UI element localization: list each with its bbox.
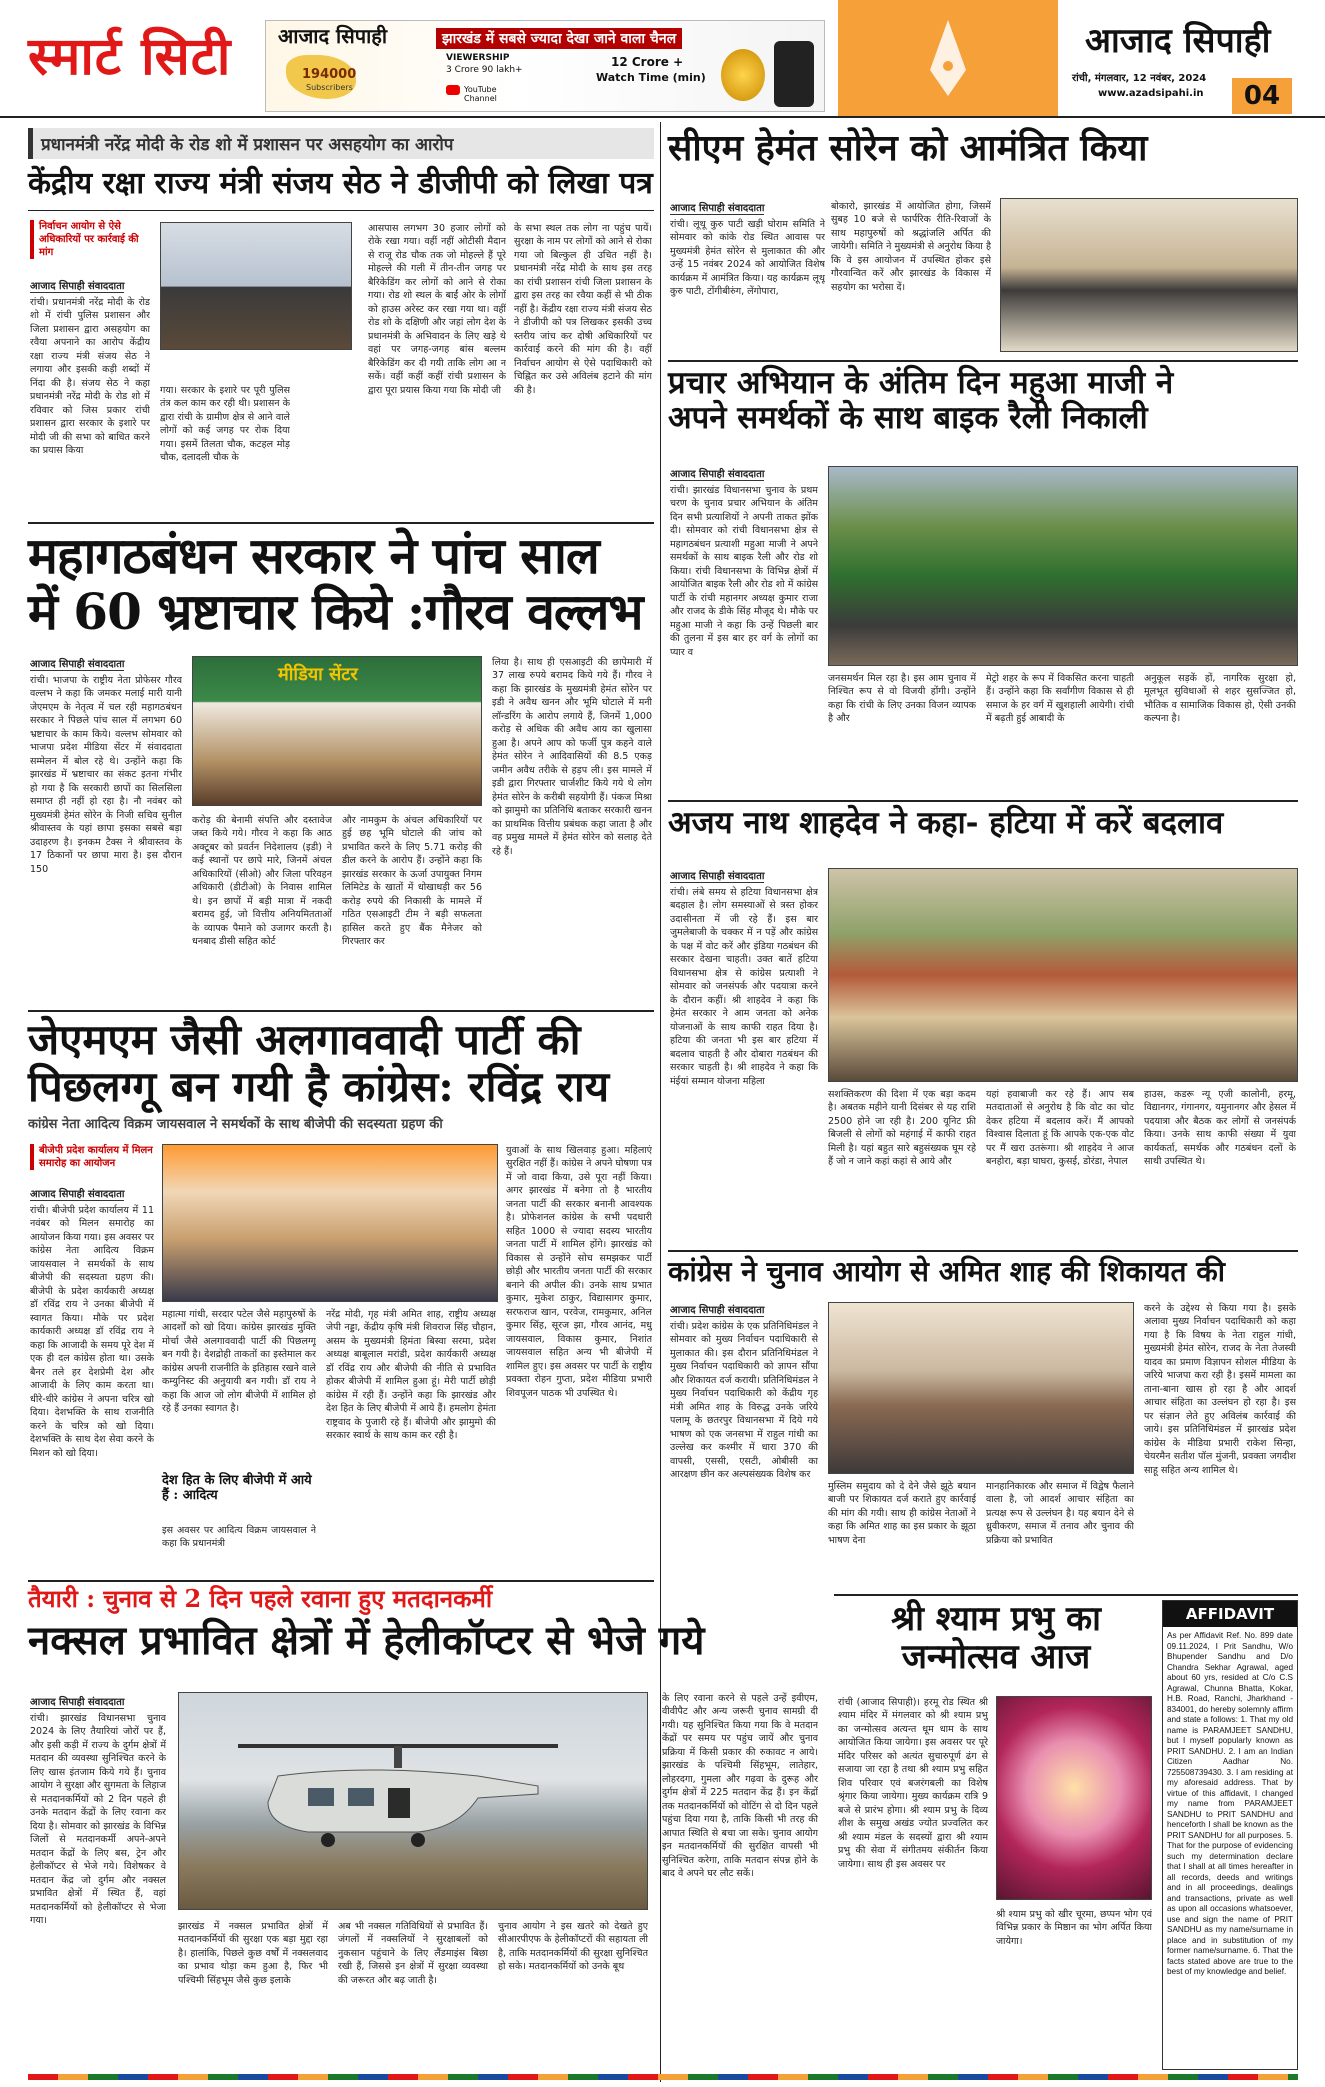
- story7-headline: अजय नाथ शाहदेव ने कहा- हटिया में करें बदलाव: [668, 805, 1224, 841]
- story5-byline: आजाद सिपाही संवाददाता: [670, 200, 764, 215]
- story9-shrine-photo: [996, 1696, 1152, 1900]
- story3-byline: आजाद सिपाही संवाददाता: [30, 1186, 124, 1201]
- story9-headline-line1: श्री श्याम प्रभु का: [891, 1599, 1101, 1639]
- helicopter-icon: [218, 1736, 578, 1856]
- bottom-color-strip: [28, 2074, 1298, 2080]
- story3-col4: युवाओं के साथ खिलवाड़ हुआ। महिलाएं सुरक्षित नहीं हैं। कांग्रेस ने अपने घोषणा पत्र में जो वादा किया, उसे पूरा नहीं किया। अगर झारखंड में बनेगा तो है भारतीय जनता पार्टी की सरकार बनानी आवश्यक है। प्रोफेशनल कांग्रेस के सभी पदधारी सहित 1000 से ज्यादा सदस्य भारतीय जनता पार्टी में शामिल होंगे। झारखंड को विकास से उन्होंने सोच समझकर पार्टी छोड़ी और भारतीय जनता पार्टी की सरकार बनाने की अपील की। उनके साथ प्रभात कुमार, मुकेश ठाकुर, विद्यासागर कुमार, सरफराज खान, परवेज, रामकुमार, अनिल कुमार सिंह, सूरज झा, गौरव आनंद, मधु जायसवाल, विकास कुमार, निशांत जायसवाल सहित अन्य भी बीजेपी में शामिल हुए। इस अवसर पर पार्टी के राष्ट्रीय प्रवक्ता रोहन गुप्ता, प्रदेश मीडिया प्रभारी शिवपूजन पाठक भी उपस्थित थे।: [506, 1145, 652, 1399]
- story4-col1: रांची। झारखंड विधानसभा चुनाव 2024 के लिए तैयारियां जोरों पर हैं, और इसी कड़ी में राज्य के दुर्गम क्षेत्रों में मतदान की व्यवस्था सुनिश्चित करने के लिए खास इंतजाम किये गये हैं। चुनाव आयोग ने सुरक्षा और सुगमता के लिहाज से मतदानकर्मियों को 2 दिन पहले ही उनके मतदान केंद्रों के लिए रवाना कर दिया है। सोमवार को झारखंड के विभिन्न जिलों से मतदानकर्मी अपने-अपने मतदान केंद्रों के लिए बस, ट्रेन और हेलीकॉप्टर से भेजे गये। विशेषकर वे मतदान केंद्र जो दुर्गम और नक्सल प्रभावित क्षेत्रों में स्थित हैं, वहां मतदानकर्मियों को हेलीकॉप्टर से भेजा गया।: [30, 1713, 166, 1927]
- section-title: स्मार्ट सिटी: [28, 26, 232, 87]
- story-helicopter: [28, 1586, 828, 2066]
- story3-sub-heading: देश हित के लिए बीजेपी में आये हैं : आदित्य: [162, 1473, 312, 1503]
- story-sanjay-seth: [28, 128, 654, 520]
- banner-tagline: झारखंड में सबसे ज्यादा देखा जाने वाला चैनल: [436, 28, 682, 49]
- banner-subs: 194000: [302, 67, 357, 82]
- story1-kicker: प्रधानमंत्री नरेंद्र मोदी के रोड शो में प्रशासन पर असहयोग का आरोप: [28, 128, 654, 159]
- story7-col3: यहां हवाबाजी कर रहे हैं। आप सब मतदाताओं से अनुरोध है कि वोट का चोट देकर हटिया में बदलाव करें। मैं आपको विश्वास दिलाता हूं कि आपके एक-एक वोट पर मैं खरा उतरूंगा। श्री शाहदेव ने आज बनहोरा, बड़ा घाघरा, कुसई, डोरंडा, नेपाल: [986, 1089, 1134, 1168]
- story3-col3: नरेंद्र मोदी, गृह मंत्री अमित शाह, राष्ट्रीय अध्यक्ष जेपी नड्डा, केंद्रीय कृषि मंत्री शिवराज सिंह चौहान, असम के मुख्यमंत्री हिमंता बिस्वा सरमा, प्रदेश अध्यक्ष बाबूलाल मरांडी, प्रदेश कार्यकारी अध्यक्ष डॉ रविंद्र राय और बीजेपी की नीति से प्रभावित होकर बीजेपी में शामिल हुआ हूं। मेरी पार्टी छोड़ी कांग्रेस में रही हैं। उन्होंने कहा कि झारखंड और देश हित के लिए बीजेपी में आये हैं। हमलोग हेमंता राष्ट्रवाद के पुजारी रहे हैं। बीजेपी और झामुमो की सरकार स्वार्थ के साथ काम कर रही है।: [326, 1309, 496, 1442]
- story8-photo: [828, 1302, 1134, 1474]
- story4-col5: के लिए रवाना करने से पहले उन्हें इवीएम, वीवीपैट और अन्य जरूरी चुनाव सामग्री दी गयी। यह सुनिश्चित किया गया कि वे मतदान केंद्रों पर समय पर पहुंच जायें और चुनाव प्रक्रिया में किसी प्रकार की रुकावट न आये। झारखंड के पश्चिमी सिंहभूम, लातेहार, लोहरदगा, गुमला और गढ़वा के दुरूह और दुर्गम क्षेत्रों में 225 मतदान केंद्र हैं। इन केंद्रों तक मतदानकर्मियों को वोटिंग से दो दिन पहले पहुंचा दिया गया है, ताकि किसी भी तरह की आपात स्थिति से बचा जा सके। चुनाव आयोग इन मतदानकर्मियों की सुरक्षित वापसी भी सुनिश्चित करेगा, ताकि मतदान संपन्न होने के बाद वे अपने घर लौट सकें।: [662, 1693, 818, 1880]
- banner-watch-label: Watch Time (min): [596, 71, 706, 84]
- story9-col2: श्री श्याम प्रभु को खीर चूरमा, छप्पन भोग एवं विभिन्न प्रकार के मिष्ठान का भोग अर्पित किया जायेगा।: [996, 1909, 1152, 1947]
- affidavit-text: As per Affidavit Ref. No. 899 date 09.11.2024, I Prit Sandhu, W/o Bhupender Sandhu and D/o Chandra Sekhar Agrawal, aged about 60 yrs, resided at C/o C.S Agrawal, Chunna Bhatta, Kokar, H.B. Road, Ranchi, Jharkhand - 834001, do hereby solemnly affirm and state a follows: 1. That my old name is PARAMJEET SANDHU, but I myself popularly known as PRIT SANDHU. 2. I am an Indian Citizen Aadhar No. 725508739430. 3. I am residing at my aforesaid address. That by virtue of this affidavit, I changed my name from PARAMJEET SANDHU to PRIT SANDHU and henceforth I shall be known as the PRIT SANDHU for all purposes. 5. That for the purpose of evidencing such my determination declare that I shall at all times hereafter in all records, deeds and writings and in all proceedings, dealings and transactions, private as well as upon all occasions whatsoever, use and sign the name of PRIT SANDHU as my name/surname in place and in substitution of my former name/surname. 6. That the facts stated above are true to the best of my knowledge and belief.: [1167, 1631, 1293, 1976]
- story-gaurav-vallabh: [28, 528, 654, 1006]
- story4-col3: अब भी नक्सल गतिविधियों से प्रभावित हैं। जंगलों में नक्सलियों ने सुरक्षाबलों को नुकसान पहुंचाने के लिए लैंडमाइंस बिछा रखी हैं, जिससे इन क्षेत्रों में सुरक्षा व्यवस्था की जरूरत और बढ़ जाती है।: [338, 1921, 488, 1986]
- story1-col2: गया। सरकार के इशारे पर पूरी पुलिस तंत्र कल काम कर रही थी। प्रशासन के द्वारा रांची के ग्रामीण क्षेत्र से आने वाले लोगों को कई जगह पर रोक दिया गया। इसमें तिलता चौक, कटहल मोड़ चौक, दलादली चौक के: [160, 385, 290, 464]
- story3-headline-line1: जेएमएम जैसी अलगाववादी पार्टी की: [28, 1015, 581, 1064]
- story8-col4: करने के उद्देश्य से किया गया है। इसके अलावा मुख्य निर्वाचन पदाधिकारी को कहा गया है कि विषय के नेता राहुल गांधी, मुख्यमंत्री हेमंत सोरेन, राजद के नेता तेजस्वी यादव का प्रमाण विज्ञापन सोशल मीडिया के जरिये भाजपा करा रही है। इसमें मामला का ताना-बाना खास हो रहा है और आदर्श आचार संहिता का उल्लंघन हो रहा है। इस पर संज्ञान लेते हुए अविलंब कार्रवाई की जाये। इस प्रतिनिधिमंडल में झारखंड प्रदेश कांग्रेस के मीडिया प्रभारी राकेश सिन्हा, चेयरमैन सतीश पॉल मुंजनी, प्रवक्ता जगदीश साहू सहित अन्य शामिल थे।: [1144, 1303, 1296, 1476]
- story7-col4: हाउस, कडरू न्यू एजी कालोनी, हरमू, विद्यानगर, गंगानगर, यमुनानगर और हेसल में पदयात्रा और बैठक कर लोगों से जनसंपर्क किया। उनके साथ काफी संख्या में युवा कार्यकर्ता, समर्थक और गठबंधन दलों के साथी उपस्थित थे।: [1144, 1089, 1296, 1168]
- story4-byline: आजाद सिपाही संवाददाता: [30, 1694, 124, 1709]
- story3-col2: महात्मा गांधी, सरदार पटेल जैसे महापुरुषों के आदर्शों को खो दिया। कांग्रेस झारखंड मुक्ति मोर्चा जैसे अलगाववादी पार्टी की पिछलग्गू बन गयी है। देशद्रोही ताकतों का इस्तेमाल कर कांग्रेस अपनी राजनीति के इतिहास रखने वाले कम्युनिस्ट की अनुयायी बन गयी। डॉ राय ने कहा कि आज जो लोग बीजेपी में शामिल हो रहे हैं उनका स्वागत है।: [162, 1309, 316, 1415]
- story6-col1: रांची। झारखंड विधानसभा चुनाव के प्रथम चरण के चुनाव प्रचार अभियान के अंतिम दिन सभी प्रत्याशियों ने अपनी ताकत झोंक दी। सोमवार को रांची विधानसभा क्षेत्र से महागठबंधन प्रत्याशी महुआ माजी ने अपने समर्थकों के साथ बाइक रैली और रोड शो किया। रांची विधानसभा के विभिन्न क्षेत्रों में आयोजित बाइक रैली और रोड शो में कांग्रेस पार्टी के रांची महानगर अध्यक्ष कुमार राजा और राजद के डीके सिंह मौजूद थे। मौके पर महुआ माजी ने कहा कि उन्हें पिछली बार की तुलना में इस बार हर वर्ग के लोगों का प्यार व: [670, 485, 818, 658]
- story8-col1: रांची। प्रदेश कांग्रेस के एक प्रतिनिधिमंडल ने सोमवार को मुख्य निर्वाचन पदाधिकारी से मुलाकात की। इस दौरान प्रतिनिधिमंडल ने मुख्य निर्वाचन पदाधिकारी को ज्ञापन सौंपा और शिकायत दर्ज करायी। प्रतिनिधिमंडल ने मुख्य निर्वाचन पदाधिकारी को केंद्रीय गृह मंत्री अमित शाह के विरुद्ध उनके जरिये पलामू के छतरपुर विधानसभा में दिये गये भाषण को एक जनसभा में राहुल गांधी का उल्लेख कर कश्मीर में धारा 370 की वापसी, एससी, एसटी, ओबीसी का आरक्षण छीन कर अल्पसंख्यक विशेष कर: [670, 1321, 818, 1481]
- dateline: रांची, मंगलवार, 12 नवंबर, 2024: [1072, 73, 1207, 84]
- channel-banner: [265, 20, 825, 112]
- banner-views-label: VIEWERSHIP: [446, 53, 510, 63]
- story5-col1: रांची। लूथू कुरु पाटी खड़ी घोराम समिति ने सोमवार को कांके रोड स्थित आवास पर मुख्यमंत्री हेमंत सोरेन से मुलाकात की और उन्हें 15 नवंबर 2024 को आयोजित विशेष कार्यक्रम में आमंत्रित किया। यह कार्यक्रम लूथू कुरु पाटी, टोंगीबीरुंग, लेंगोपारा,: [670, 219, 825, 298]
- story-mahua-maji: [668, 366, 1298, 796]
- story7-photo: [828, 868, 1298, 1082]
- story8-col3: मानहानिकारक और समाज में विद्वेष फैलाने वाला है, जो आदर्श आचार संहिता का प्रत्यक्ष रूप से उल्लंघन है। यह बयान देने से ध्रुवीकरण, समाज में तनाव और चुनाव की प्रक्रिया को प्रभावित: [986, 1481, 1134, 1546]
- story3-photo: [162, 1144, 498, 1302]
- story1-col4: के सभा स्थल तक लोग ना पहुंच पायें। सुरक्षा के नाम पर लोगों को आने से रोका गया जो बिल्कुल ही उचित नहीं है। प्रधानमंत्री नरेंद्र मोदी के साथ इस तरह का रांची प्रशासन रांची जिला प्रशासन के द्वारा इस तरह का रवैया कहीं से भी ठीक नहीं है। केंद्रीय रक्षा राज्य मंत्री संजय सेठ ने डीजीपी को पत्र लिखकर इसकी उच्च स्तरीय जांच कर दोषी अधिकारियों पर कार्रवाई करने की मांग की है। वहीं निर्वाचन आयोग से ऐसे पदाधिकारी को चिह्नित कर उसे अविलंब हटाने की मांग की है।: [514, 223, 652, 396]
- story6-col4: अनुकूल सड़कें हों, नागरिक सुरक्षा हो, मूलभूत सुविधाओं से शहर सुसज्जित हो, भौतिक व सामाजिक विकास हो, ऐसी उनकी कल्पना है।: [1144, 673, 1296, 725]
- banner-views: 3 Crore 90 lakh+: [446, 65, 523, 75]
- story2-col2: करोड़ की बेनामी संपत्ति और दस्तावेज जब्त किये गये। गौरव ने कहा कि आठ अक्टूबर को प्रवर्तन निदेशालय (इडी) ने कई स्थानों पर छापे मारे, जिनमें अंचल अधिकारियों (सीओ) और जिला परिवहन अधिकारी (डीटीओ) के निवास शामिल थे। इन छापों में बड़ी मात्रा में नकदी बरामद हुई, जो वित्तीय अनियमितताओं के व्यापक पैमाने को उजागर करती है। धनबाद डीसी सहित कोर्ट: [192, 815, 332, 948]
- story-amit-shah-complaint: [668, 1256, 1298, 1590]
- story4-headline: नक्सल प्रभावित क्षेत्रों में हेलीकॉप्टर से भेजे गये: [28, 1616, 705, 1664]
- story6-headline-line1: प्रचार अभियान के अंतिम दिन महुआ माजी ने: [668, 365, 1174, 401]
- phone-icon: [774, 41, 814, 107]
- story1-headline: केंद्रीय रक्षा राज्य मंत्री संजय सेठ ने डीजीपी को लिखा पत्र: [28, 166, 653, 201]
- story8-col2: मुस्लिम समुदाय को दे देने जैसे झूठे बयान बाजी पर शिकायत दर्ज कराते हुए कार्रवाई की मांग की गयी। साथ ही कांग्रेस नेताओं ने कहा कि अमित शाह का इस प्रकार के झूठा भाषण देना: [828, 1481, 976, 1546]
- story-cm-hemant: [668, 128, 1298, 356]
- paper-name: आजाद सिपाही: [1085, 21, 1271, 61]
- story2-byline: आजाद सिपाही संवाददाता: [30, 656, 124, 671]
- story8-headline: कांग्रेस ने चुनाव आयोग से अमित शाह की शिकायत की: [668, 1255, 1225, 1288]
- website[interactable]: www.azadsipahi.in: [1098, 88, 1204, 99]
- affidavit-title: AFFIDAVIT: [1163, 1601, 1297, 1627]
- story7-byline: आजाद सिपाही संवाददाता: [670, 868, 764, 883]
- story2-headline-line1: महागठबंधन सरकार ने पांच साल: [28, 526, 599, 585]
- story4-col2: झारखंड में नक्सल प्रभावित क्षेत्रों में मतदानकर्मियों की सुरक्षा एक बड़ा मुद्दा रहा है। हालांकि, पिछले कुछ वर्षों में नक्सलवाद का प्रभाव थोड़ा कम हुआ है, फिर भी पश्चिमी सिंहभूम जैसे कुछ इलाके: [178, 1921, 328, 1986]
- banner-youtube: YouTube Channel: [464, 85, 497, 103]
- story6-col2: जनसमर्थन मिल रहा है। इस आम चुनाव में निश्चित रूप से वो विजयी होंगी। उन्होंने कहा कि रांची के लिए उनका विजन व्यापक है और: [828, 673, 976, 725]
- story5-col2: बोकारो, झारखंड में आयोजित होगा, जिसमें सुबह 10 बजे से फार्परिक रीति-रिवाजों के साथ महापुरुषों को श्रद्धांजलि अर्पित की जायेगी। समिति ने मुख्यमंत्री से अनुरोध किया है कि वे इस आयोजन में उपस्थित होकर इसे गौरवान्वित करें और झारखंड के विकास में सहयोग का भरोसा दें।: [831, 201, 991, 293]
- story1-col3-text: आसपास लगभग 30 हजार लोगों को रोके रखा गया। वहीं नहीं ओटीसी मैदान से राजू रोड चौक तक जो मोहल्ले हैं पूरे मोहल्ले की गली में तीन-तीन जगह पर बैरिकेडिंग कर लोगों को आने से रोका गया। रोड शो स्थल के बाईं ओर के लोगों को हाउस अरेस्ट कर रखा गया था। वहीं रोड शो के दक्षिणी और जहां लोग देश के प्रधानमंत्री के अभिवादन के लिए खड़े थे वहां पर जगह-जगह बांस बल्लम बैरिकेडिंग कर दी गयी ताकि लोग आ न सकें। वहीं कहीं कहीं रांची प्रशासन के द्वारा पूरा प्रयास किया गया कि मोदी जी: [368, 223, 506, 396]
- banner-watch: 12 Crore +: [611, 55, 684, 69]
- story1-col1: रांची। प्रधानमंत्री नरेंद्र मोदी के रोड शो में रांची पुलिस प्रशासन और जिला प्रशासन द्वारा असहयोग का रवैया अपनाने का आरोप केंद्रीय रक्षा राज्य मंत्री संजय सेठ ने लगाया और इसकी कड़ी शब्दों में निंदा की है। संजय सेठ ने कहा प्रधानमंत्री नरेंद्र मोदी के रोड शो में रविवार को जिस प्रकार रांची प्रशासन द्वारा सरकार के इशारे पर मोदी जी की सभा को बाधित करने का प्रयास किया: [30, 297, 150, 457]
- story6-byline: आजाद सिपाही संवाददाता: [670, 466, 764, 481]
- story3-col2b: इस अवसर पर आदित्य विक्रम जायसवाल ने कहा कि प्रधानमंत्री: [162, 1525, 316, 1550]
- story1-side-label: निर्वाचन आयोग से ऐसे अधिकारियों पर कार्रवाई की मांग: [30, 220, 148, 259]
- story3-subhead: कांग्रेस नेता आदित्य विक्रम जायसवाल ने समर्थकों के साथ बीजेपी की सदस्यता ग्रहण की: [28, 1117, 443, 1133]
- story7-col2: सशक्तिकरण की दिशा में एक बड़ा कदम है। अबतक महीने यानी दिसंबर से यह राशि 2500 होने जा रही है। 200 यूनिट फ्री बिजली से लोगों को महंगाई में काफी राहत मिली है। यहां बहुत सारे बहुसंख्यक घूम रहे हैं जो न जाने कहां कहां से आये और: [828, 1089, 976, 1168]
- masthead: [0, 0, 1325, 118]
- story3-col1: रांची। बीजेपी प्रदेश कार्यालय में 11 नवंबर को मिलन समारोह का आयोजन किया गया। इस अवसर पर कांग्रेस नेता आदित्य विक्रम जायसवाल ने समर्थकों के साथ बीजेपी की सदस्यता ग्रहण की। बीजेपी के प्रदेश कार्यकारी अध्यक्ष डॉ रविंद्र राय ने उनका बीजेपी में स्वागत किया। मौके पर प्रदेश कार्यकारी अध्यक्ष डॉ रविंद्र राय ने कहा कि आजादी के समय पूरे देश में एक ही दल कांग्रेस होता था। उसके बैनर तले हर देशप्रेमी देश और आजादी के लिए काम करता था। धीरे-धीरे कांग्रेस ने अपना चरित्र खो दिया। देशभक्ति के साथ राजनीति करने के चरित्र को खो दिया। देशभक्ति के साथ देश सेवा करने के मिशन को खो दिया।: [30, 1205, 154, 1459]
- story4-col4: चुनाव आयोग ने इस खतरे को देखते हुए सीआरपीएफ के हेलीकॉप्टरों की सहायता ली है, ताकि मतदानकर्मियों की सुरक्षा सुनिश्चित हो सके। मतदानकर्मियों को उनके बूथ: [498, 1921, 648, 1973]
- story-shyam-prabhu: [836, 1600, 1156, 2070]
- story-ravindra-rai: [28, 1016, 654, 1576]
- banner-brand: आजाद सिपाही: [278, 24, 388, 48]
- story9-col1: रांची (आजाद सिपाही)। हरमू रोड स्थित श्री श्याम मंदिर में मंगलवार को श्री श्याम प्रभु का जन्मोत्सव अत्यन्त धूम धाम के साथ आयोजित किया जायेगा। इस अवसर पर पूरे मंदिर परिसर को अत्यंत सुचारुपूर्ण ढंग से सजाया जा रहा है तथा श्री श्याम प्रभु सहित शिव परिवार एवं बजरंगबली का विशेष श्रृंगार किया जायेगा। मुख्य कार्यक्रम रात्रि 9 बजे से प्रारंभ होगा। श्री श्याम प्रभु के दिव्य शीश के समुख अखंड ज्योत प्रज्वलित कर श्री श्याम मंडल के सदस्यों द्वारा श्री श्याम प्रभु की सेवा में संगीतमय संकीर्तन किया जायेगा। साथ ही इस अवसर पर: [838, 1697, 988, 1870]
- story9-headline-line2: जन्मोत्सव आज: [901, 1637, 1091, 1678]
- story6-headline-line2: अपने समर्थकों के साथ बाइक रैली निकाली: [668, 399, 1148, 436]
- story4-kicker: तैयारी : चुनाव से 2 दिन पहले रवाना हुए मतदानकर्मी: [28, 1584, 493, 1613]
- story6-photo: [828, 466, 1298, 666]
- banner-subs-label: Subscribers: [306, 83, 353, 92]
- story2-col4: लिया है। साथ ही एसआइटी की छापेमारी में 37 लाख रुपये बरामद किये गये हैं। गौरव ने कहा कि झारखंड के मुख्यमंत्री हेमंत सोरेन पर इडी ने अवैध खनन और भूमि घोटाले में मनी लॉन्डरिंग के आरोप लगाये हैं, जिनमें 1,000 करोड़ से अधिक की अवैध आय का खुलासा हुआ है। अपने आप को फर्जी पुत्र कहने वाले हेमंत सोरेन ने आदिवासियों की 8.5 एकड़ जमीन अवैध तरीके से हड़प ली। इस मामले में इडी द्वारा गिरफ्तार चार्जशीट किये गये थे लोग हेमंत सोरेन के करीबी सहयोगी हैं। पंकज मिश्रा को झामुमो का प्रतिनिधि बताकर सरकारी खनन का प्राथमिक वित्तीय प्रबंधक कहा जाता है और वह प्रमुख मामले में हेमंत सोरेन को सलाह देते रहे हैं।: [492, 657, 652, 857]
- story3-headline-line2: पिछलग्गू बन गयी है कांग्रेस: रविंद्र राय: [28, 1062, 610, 1112]
- story5-headline: सीएम हेमंत सोरेन को आमंत्रित किया: [668, 127, 1148, 169]
- affidavit-notice: [1162, 1600, 1298, 2070]
- story-ajay-nath: [668, 806, 1298, 1246]
- story5-photo: [1000, 198, 1298, 352]
- story1-photo: [160, 222, 352, 350]
- story6-col3: मेट्रो शहर के रूप में विकसित करना चाहती हैं। उन्होंने कहा कि सर्वांगीण विकास से ही समाज के हर वर्ग में खुशहाली आयेगी। रांची में बढ़ती हुई आबादी के: [986, 673, 1134, 725]
- story1-byline: आजाद सिपाही संवाददाता: [30, 278, 124, 293]
- pen-nib-icon: [838, 0, 1058, 116]
- story8-byline: आजाद सिपाही संवाददाता: [670, 1302, 764, 1317]
- story2-col1: रांची। भाजपा के राष्ट्रीय नेता प्रोफेसर गौरव वल्लभ ने कहा कि जमकर मलाई मारी यानी जेएमएम के नेतृत्व में चल रही महागठबंधन सरकार ने पिछले पांच साल में लगभग 60 भ्रष्टाचार के काम किये। वल्लभ सोमवार को भाजपा प्रदेश मीडिया सेंटर में संवाददाता सम्मेलन में बोल रहे थे। उन्होंने कहा कि झारखंड में भ्रष्टाचार का संकट इतना गंभीर हो गया है कि सरकारी छापों का सिलसिला समाप्त ही नहीं हो रहा है। नौ नवंबर को मुख्यमंत्री हेमंत सोरेन के निजी सचिव सुनील श्रीवास्तव के यहां छापा इसका सबसे बड़ा उदाहरण है। इनकम टैक्स ने श्रीवास्तव के 17 ठिकानों पर छापा मारा है। इस दौरान 150: [30, 675, 182, 875]
- award-badge-icon: [721, 49, 765, 101]
- page-number: 04: [1232, 78, 1292, 114]
- youtube-icon: [446, 85, 460, 95]
- story3-side-label: बीजेपी प्रदेश कार्यालय में मिलन समारोह का आयोजन: [30, 1144, 154, 1170]
- story7-col1: रांची। लंबे समय से हटिया विधानसभा क्षेत्र बदहाल है। लोग समस्याओं से त्रस्त होकर उदासीनता में जी रहे हैं। इस बार जुमलेबाजी के चक्कर में न पड़ें और कांग्रेस के पक्ष में वोट करें और इंडिया गठबंधन की सरकार देखना चाहती। उक्त बातें हटिया विधानसभा क्षेत्र से कांग्रेस प्रत्याशी ने सोमवार को जनसंपर्क और पदयात्रा करने के दौरान कहीं। श्री शाहदेव ने कहा कि हेमंत सरकार ने आम जनता को अनेक योजनाओं के साथ काफी राहत दिया है। हटिया की जनता भी इस बार हटिया में बदलाव चाहती है और दोबारा गठबंधन की सरकार चाहती है। श्री शाहदेव ने कहा कि मंईयां सम्मान योजना महिला: [670, 887, 818, 1087]
- story2-headline-line2: में 60 भ्रष्टाचार किये :गौरव वल्लभ: [28, 582, 643, 641]
- story2-col3: और नामकुम के अंचल अधिकारियों पर हुई छह भूमि घोटाले की जांच को प्रभावित करने के लिए 5.71 करोड़ की डील करने के आरोप हैं। उन्होंने कहा कि झारखंड सरकार के ऊर्जा उपायुक्त निगम लिमिटेड के खातों में धोखाधड़ी कर 56 करोड़ रुपये की निकासी के मामले में गठित एसआइटी टीम ने बड़ी सफलता हासिल करते हुए बैंक मैनेजर को गिरफ्तार कर: [342, 815, 482, 948]
- media-center-sign: मीडिया सेंटर: [278, 664, 358, 685]
